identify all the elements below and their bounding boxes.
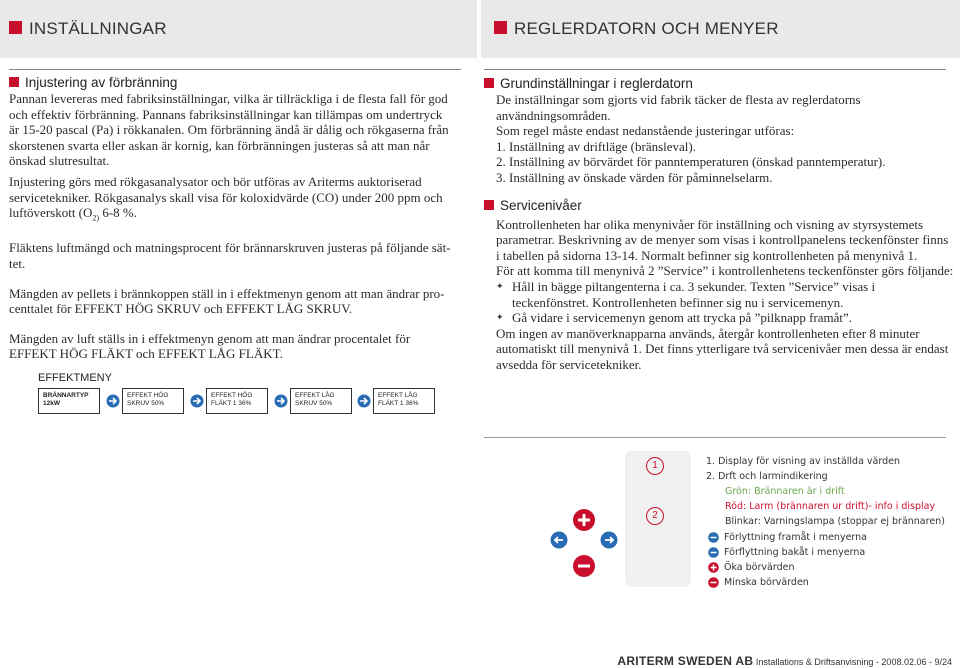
- list-item: ✦ Gå vidare i servicemenyn genom att trycka på ”pilknapp framåt”.: [496, 310, 954, 326]
- effekt-box-brannartyp: BRÄNNARTYP 12kW: [38, 388, 100, 414]
- effekt-box-lag-flakt: EFFEKT LÅG FLÄKT 1 36%: [373, 388, 435, 414]
- right-header-bar: [481, 0, 960, 58]
- red-square-icon: [494, 21, 507, 34]
- arrow-right-icon: [357, 394, 371, 408]
- effekt-box-hog-skruv: EFFEKT HÖG SKRUV 50%: [122, 388, 184, 414]
- footer-company: ARITERM SWEDEN AB: [617, 654, 754, 668]
- section-title-injustering: Injustering av förbränning: [9, 75, 469, 91]
- key-legend-increase: Öka börvärden: [708, 560, 948, 575]
- section2-text-b: Om ingen av manöverknapparna används, återgår kontrollenheten efter 8 minuter automatiskt till menynivå 1. Det finns ytterligare två servicenivåer men dessa är endast avsedda för servicetekniker.: [496, 325, 949, 372]
- left-header-bar: [0, 0, 477, 58]
- list-item: ✦ Håll in bägge piltangenterna i ca. 3 sekunder. Texten ”Service” visas i teckenfönstret. Kontrollenheten befinner sig nu i servicemenyn.: [496, 279, 954, 310]
- section-title-servicenivaer: Servicenivåer: [484, 198, 954, 214]
- callout-1: 1: [646, 457, 664, 475]
- arrow-right-icon: [274, 394, 288, 408]
- paragraph-4: Mängden av pellets i brännkoppen ställ in i effektmenyn genom att man ändrar pro- centtalet för EFFEKT HÖG SKRUV och EFFEKT LÅG SKRUV.: [9, 285, 445, 317]
- footer-doc-info: Installations & Driftsanvisning - 2008.02.06 - 9/24: [753, 657, 952, 667]
- page-footer: [617, 654, 952, 668]
- left-header-title: INSTÄLLNINGAR: [9, 19, 167, 39]
- plus-button-icon: [572, 508, 596, 532]
- paragraph-5: Mängden av luft ställs in i effektmenyn genom att man ändrar procentalet för EFFEKT HÖG FLÄKT och EFFEKT LÅG FLÄKT.: [9, 330, 411, 362]
- paragraph-2: Injustering görs med rökgasanalysator och bör utföras av Ariterms auktoriserad servicetekniker. Rökgasanalys skall visa för koloxidvärde (CO) under 200 ppm och luftöverskott ($O_{2)}$ 6-8 %.: [9, 173, 443, 223]
- left-section-rule: [9, 69, 461, 70]
- control-panel: [625, 451, 691, 587]
- diagram-top-rule: [484, 437, 946, 438]
- diagram-legend: 1. Display för visning av inställda värden 2. Drft och larmindikering Grön: Brännaren är i drift Röd: Larm (brännaren ur drift)- info i display Blinkar: Varningslampa (stoppar ej brännaren): [706, 456, 945, 527]
- section2-text-a: Kontrollenheten har olika menynivåer för inställning och visning av styrsystemets parametrar. Beskrivning av de menyer som visas i kontrollpanelens teckenfönster finns i tabellen på sidorna 13-14. Normalt befinner sig kontrollenheten på menynivå 1. För att komma till menynivå 2 ”Service” i kontrollenhetens teckenfönster görs följande:: [496, 216, 954, 279]
- arrow-right-icon: [106, 394, 120, 408]
- effektmeny-title: EFFEKTMENY: [38, 372, 112, 384]
- red-square-icon: [9, 77, 19, 87]
- minus-button-icon: [572, 554, 596, 578]
- arrow-right-button-icon: [600, 531, 618, 549]
- right-header-title: REGLERDATORN OCH MENYER: [494, 19, 779, 39]
- minus-icon: [708, 577, 719, 588]
- plus-icon: [708, 562, 719, 573]
- section-title-grundinstallningar: Grundinställningar i reglerdatorn: [484, 76, 954, 92]
- right-column: [484, 76, 954, 373]
- effekt-box-hog-flakt: EFFEKT HÖG FLÄKT 1 36%: [206, 388, 268, 414]
- red-square-icon: [484, 200, 494, 210]
- paragraph-1: Pannan levereras med fabriksinställningar, vilka är tillräckliga i de flesta fall för god och effektiv förbränning. Pannans fabriksinställningar kan tillämpas om undertryck är 15-20 pascal (Pa) i rökkanalen. Om förbränning ändå är dålig och rökgaserna från skorstenen svarta eller askan är kornig, kan förbränningen justeras så att man når önskad slutresultat.: [9, 91, 449, 169]
- arrow-left-icon: [708, 547, 719, 558]
- key-legend-decrease: Minska börvärden: [708, 575, 948, 590]
- key-legend-forward: Förlyttning framåt i menyerna: [708, 530, 948, 545]
- paragraph-3: Fläktens luftmängd och matningsprocent för brännarskruven justeras på följande sät- tet.: [9, 240, 451, 271]
- red-square-icon: [9, 21, 22, 34]
- arrow-left-button-icon: [550, 531, 568, 549]
- right-section-rule: [484, 69, 946, 70]
- arrow-right-icon: [708, 532, 719, 543]
- key-legend-back: Förflyttning bakåt i menyerna: [708, 545, 948, 560]
- service-steps-list: [496, 279, 954, 326]
- callout-2: 2: [646, 507, 664, 525]
- red-square-icon: [484, 78, 494, 88]
- arrow-right-icon: [190, 394, 204, 408]
- effekt-box-lag-skruv: EFFEKT LÅG SKRUV 50%: [290, 388, 352, 414]
- key-legend: [708, 530, 948, 590]
- section1-text: De inställningar som gjorts vid fabrik täcker de flesta av reglerdatorns användningsområden. Som regel måste endast nedanstående justeringar utföras: 1. Inställning av driftläge (bränsleval). 2. Inställning av börvärdet för panntemperaturen (önskad panntemperatur). 3. Inställning av önskade värden för påminnelselarm.: [496, 92, 886, 185]
- left-column: [9, 75, 469, 362]
